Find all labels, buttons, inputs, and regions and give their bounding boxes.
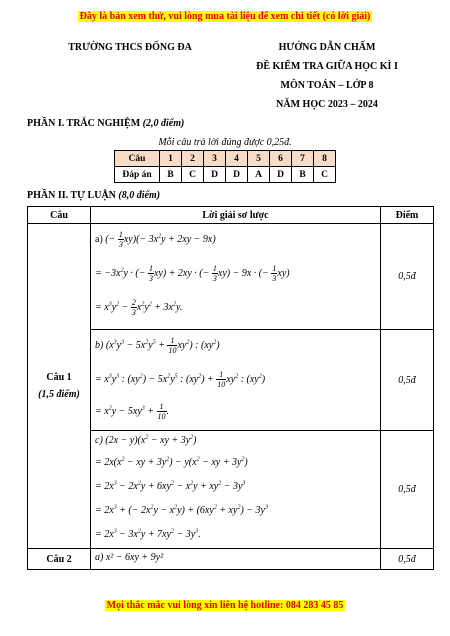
preview-banner-text: Đây là bản xem thử, vui lòng mua tài liệu để xem chi tiết (có lời giải) bbox=[79, 11, 371, 22]
q1b-line1: b) ($x^3y^3 - 5x^2y^5$ + $\frac{1}{10}$ $xy^2$) : $(xy^2)$ bbox=[95, 336, 220, 355]
col-score-header: Điểm bbox=[381, 207, 434, 224]
q1b-line2: = $x^3y^3$ : $(xy^2) - 5x^2y^5$ : $(xy^2)$ + $\frac{1}{10}$ $xy^2$ : $(xy^2)$ bbox=[95, 370, 266, 389]
col-solution-header: Lời giải sơ lược bbox=[91, 207, 381, 224]
q1c-solution bbox=[91, 431, 381, 549]
q1-cell bbox=[28, 224, 91, 549]
q1c-score: 0,5đ bbox=[381, 431, 434, 549]
question-number: 2 bbox=[182, 151, 204, 167]
q2a-expression: x² − 6xy + 9y² bbox=[105, 552, 164, 563]
answer-cell: D bbox=[270, 167, 292, 183]
q1b-score: 0,5đ bbox=[381, 330, 434, 431]
answer-cell: D bbox=[204, 167, 226, 183]
q1-label: Câu 1 bbox=[46, 372, 72, 383]
part2-points: (8,0 điểm) bbox=[118, 190, 161, 201]
answer-cell: C bbox=[314, 167, 336, 183]
question-number: 1 bbox=[160, 151, 182, 167]
q1c-line5: = $2x^3 - 3x^2y + 7xy^2 - 3y^3$. bbox=[95, 528, 201, 540]
col-question-header: Câu bbox=[28, 207, 91, 224]
answer-key-header-label: Câu bbox=[115, 151, 160, 167]
answer-key-answer-row bbox=[115, 167, 336, 183]
q1a-line1: a) (− $\frac{1}{3}$ $xy)(- 3x^2y + 2xy - 9x)$ bbox=[95, 230, 216, 249]
q1b-solution bbox=[91, 330, 381, 431]
question-number: 5 bbox=[248, 151, 270, 167]
q1c-line3: = $2x^3 - 2x^2y + 6xy^2 - x^2y + xy^2 - 3y^3$ bbox=[95, 480, 246, 492]
subject-title: MÔN TOÁN – LỚP 8 bbox=[280, 80, 374, 91]
preview-banner bbox=[0, 11, 450, 22]
part1-heading bbox=[27, 118, 184, 129]
answer-cell: C bbox=[182, 167, 204, 183]
part2-title: PHẦN II. TỰ LUẬN bbox=[27, 190, 116, 201]
question-number: 6 bbox=[270, 151, 292, 167]
essay-solution-table bbox=[27, 206, 434, 570]
q1c-line2: = $2x(x^2$ − xy + $3y^2) - y(x^2$ − xy + $3y^2$) bbox=[95, 456, 248, 468]
part1-points: (2,0 điểm) bbox=[142, 118, 185, 129]
q2a-score: 0,5đ bbox=[381, 549, 434, 570]
answer-key-table bbox=[114, 150, 336, 183]
answer-cell: B bbox=[292, 167, 314, 183]
question-number: 8 bbox=[314, 151, 336, 167]
q1a-line2: = $-3x^2y$ · (− $\frac{1}{3}$ xy) + 2xy · (− $\frac{1}{3}$ xy) − 9x · (− $\frac{1}{3}$ xy) bbox=[95, 264, 290, 283]
q2a-solution bbox=[91, 549, 381, 570]
q1c-line1: c) $(2x - y)(x^2$ − xy + $3y^2$) bbox=[95, 434, 197, 446]
part1-title: PHẦN I. TRẮC NGHIỆM bbox=[27, 118, 141, 129]
answer-key-answer-label: Đáp án bbox=[115, 167, 160, 183]
q1a-solution bbox=[91, 224, 381, 330]
part1-note: Mỗi câu trả lời đúng được 0,25đ. bbox=[158, 137, 292, 148]
question-number: 3 bbox=[204, 151, 226, 167]
answer-cell: A bbox=[248, 167, 270, 183]
question-number: 7 bbox=[292, 151, 314, 167]
q1c-line4: = $2x^3$ + (− $2x^2y - x^2y) + (6xy^2 + xy^2) - 3y^3$ bbox=[95, 504, 268, 516]
q1a-row bbox=[28, 224, 434, 330]
part2-heading bbox=[27, 190, 160, 201]
school-name: TRƯỜNG THCS ĐỐNG ĐA bbox=[68, 42, 192, 53]
q2a-row bbox=[28, 549, 434, 570]
school-year: NĂM HỌC 2023 – 2024 bbox=[276, 99, 378, 110]
q1a-score: 0,5đ bbox=[381, 224, 434, 330]
q1a-line3: = $x^3y^2$ − $\frac{2}{3}$ $x^2y^2 + 3x^2y$. bbox=[95, 298, 183, 317]
question-number: 4 bbox=[226, 151, 248, 167]
q1b-line3: = $x^2y - 5xy^3$ + $\frac{1}{10}$ . bbox=[95, 402, 170, 421]
answer-key-header-row bbox=[115, 151, 336, 167]
q1-points: (1,5 điểm) bbox=[38, 389, 80, 400]
hotline-text: Mọi thắc mắc vui lòng xin liên hệ hotline: 084 283 45 85 bbox=[106, 600, 344, 611]
answer-cell: B bbox=[160, 167, 182, 183]
q2a-line1: a) x² − 6xy + 9y² bbox=[95, 552, 164, 563]
hotline-banner bbox=[0, 600, 450, 611]
essay-header-row bbox=[28, 207, 434, 224]
q2-label: Câu 2 bbox=[28, 549, 91, 570]
guide-title: HƯỚNG DẪN CHẤM bbox=[278, 42, 376, 53]
exam-title: ĐỀ KIỂM TRA GIỮA HỌC KÌ I bbox=[256, 61, 398, 72]
answer-cell: D bbox=[226, 167, 248, 183]
